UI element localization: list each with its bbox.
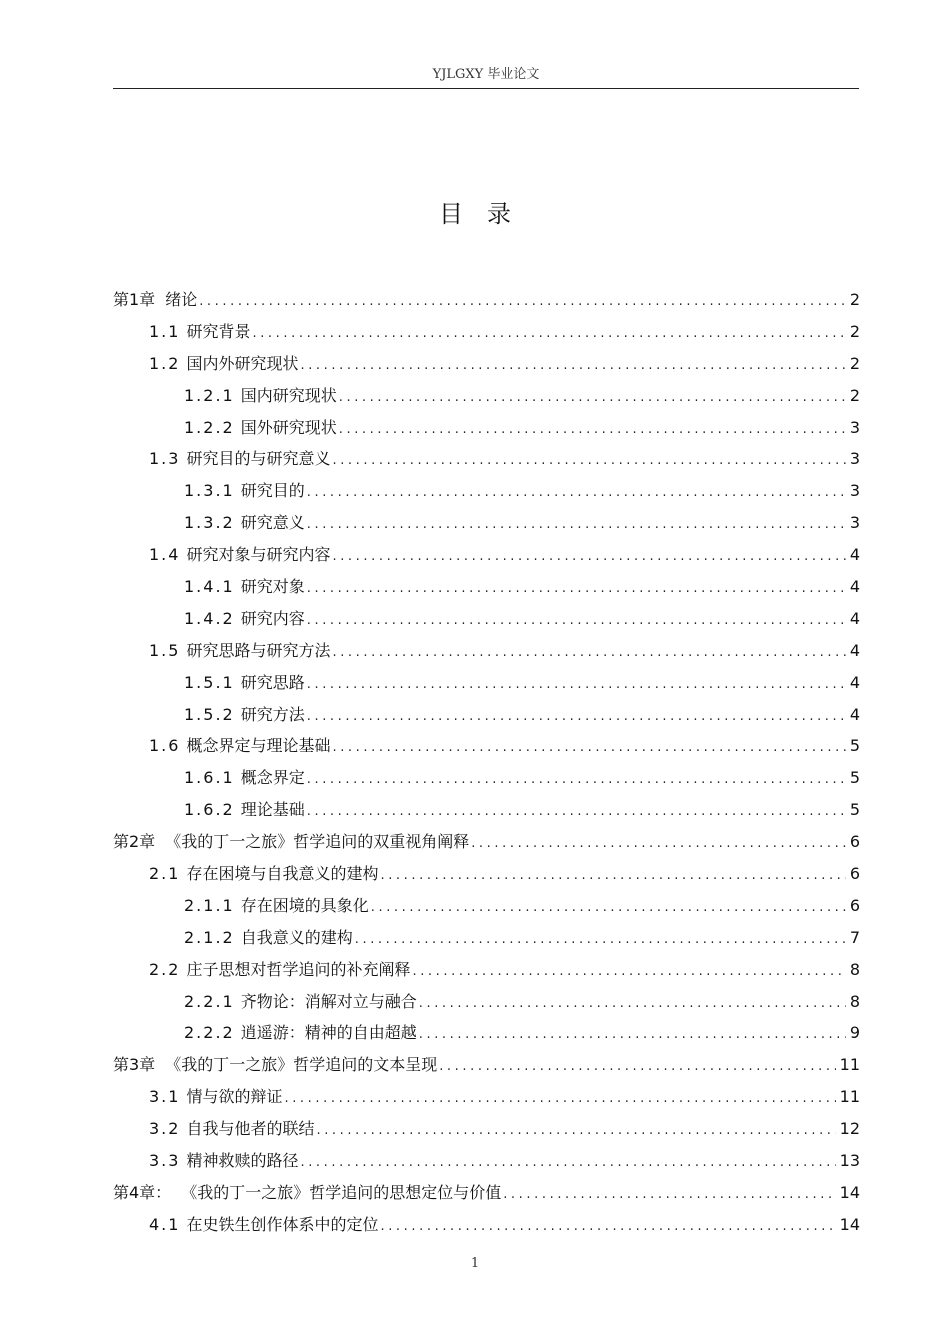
toc-entry-number: 1.5.1 — [184, 672, 235, 692]
toc-entry-title: 庄子思想对哲学追问的补充阐释 — [186, 959, 411, 979]
toc-entry-page: 8 — [849, 991, 860, 1011]
toc-entry-title: 研究思路与研究方法 — [186, 640, 331, 660]
toc-entry-title: 研究目的与研究意义 — [186, 449, 331, 469]
toc-entry[interactable] — [113, 954, 860, 986]
toc-entry-page: 4 — [849, 545, 860, 565]
toc-entry-page: 4 — [849, 640, 860, 660]
toc-entry[interactable] — [113, 380, 860, 412]
toc-entry-page: 4 — [849, 608, 860, 628]
toc-entry-number: 2.2 — [149, 959, 181, 979]
toc-entry-title: 理论基础 — [240, 800, 305, 820]
toc-entry-title: 研究对象 — [240, 577, 305, 597]
toc-entry-page: 5 — [849, 768, 860, 788]
toc-entry-page: 11 — [839, 1055, 860, 1075]
toc-entry[interactable] — [113, 1113, 860, 1145]
toc-entry[interactable] — [113, 1049, 860, 1081]
toc-entry-title: 研究意义 — [240, 513, 305, 533]
toc-dot-leader — [307, 573, 846, 605]
toc-entry[interactable] — [113, 348, 860, 380]
toc-entry-page: 7 — [849, 927, 860, 947]
toc-entry-title: 存在困境的具象化 — [240, 895, 369, 915]
toc-entry-number: 第1章 — [113, 290, 156, 309]
toc-entry-title: 存在困境与自我意义的建构 — [186, 864, 379, 884]
toc-dot-leader — [252, 318, 845, 350]
toc-entry-number: 1.4.2 — [184, 608, 235, 628]
toc-entry-page: 3 — [849, 481, 860, 501]
toc-entry-title: 在史铁生创作体系中的定位 — [186, 1214, 379, 1234]
toc-entry-number: 1.4.1 — [184, 577, 235, 597]
toc-dot-leader — [284, 1083, 835, 1115]
toc-entry[interactable] — [113, 986, 860, 1018]
toc-entry-title: 自我意义的建构 — [240, 927, 353, 947]
toc-entry-page: 5 — [849, 800, 860, 820]
toc-dot-leader — [307, 764, 846, 796]
toc-dot-leader — [307, 477, 846, 509]
toc-entry-title: 绪论 — [165, 290, 198, 309]
toc-entry-page: 3 — [849, 417, 860, 437]
toc-entry-number: 3.3 — [149, 1151, 181, 1171]
toc-entry-title: 概念界定 — [240, 768, 305, 788]
toc-entry-page: 2 — [849, 385, 860, 405]
toc-entry[interactable] — [113, 539, 860, 571]
toc-entry-number: 4.1 — [149, 1214, 181, 1234]
table-of-contents — [113, 284, 860, 1241]
toc-entry-number: 1.4 — [149, 545, 181, 565]
toc-entry-title: 逍遥游：精神的自由超越 — [240, 1023, 417, 1043]
toc-entry-page: 5 — [849, 736, 860, 756]
toc-entry-number: 1.5.2 — [184, 704, 235, 724]
toc-dot-leader — [199, 286, 846, 318]
toc-entry-title: 研究方法 — [240, 704, 305, 724]
toc-entry-number: 2.1 — [149, 864, 181, 884]
toc-dot-leader — [307, 669, 846, 701]
toc-dot-leader — [332, 445, 845, 477]
toc-entry-number: 2.1.1 — [184, 895, 235, 915]
toc-entry-number: 2.1.2 — [184, 927, 235, 947]
toc-entry-title: 概念界定与理论基础 — [186, 736, 331, 756]
toc-dot-leader — [316, 1115, 835, 1147]
page-header — [113, 66, 859, 89]
toc-dot-leader — [339, 414, 846, 446]
toc-entry-page: 13 — [839, 1151, 860, 1171]
toc-entry-number: 第2章 — [113, 832, 156, 852]
toc-dot-leader — [419, 988, 846, 1020]
toc-entry-page: 4 — [849, 672, 860, 692]
toc-entry-number: 1.3.1 — [184, 481, 235, 501]
toc-entry[interactable] — [113, 443, 860, 475]
toc-entry-title: 国外研究现状 — [240, 417, 337, 437]
toc-entry-title: 研究内容 — [240, 608, 305, 628]
toc-entry-page: 14 — [839, 1214, 860, 1234]
toc-entry[interactable] — [113, 762, 860, 794]
toc-entry[interactable] — [113, 1209, 860, 1241]
toc-entry-title: 国内研究现状 — [240, 385, 337, 405]
toc-entry-number: 第4章： — [113, 1182, 172, 1202]
toc-entry-number: 2.2.2 — [184, 1023, 235, 1043]
toc-entry-page: 9 — [849, 1023, 860, 1043]
toc-dot-leader — [380, 1211, 835, 1243]
toc-entry-title: 研究背景 — [186, 321, 251, 341]
toc-dot-leader — [307, 605, 846, 637]
toc-dot-leader — [380, 860, 845, 892]
toc-dot-leader — [339, 382, 846, 414]
toc-entry[interactable] — [113, 858, 860, 890]
toc-entry[interactable] — [113, 571, 860, 603]
toc-entry-title: 《我的丁一之旅》哲学追问的文本呈现 — [165, 1055, 438, 1075]
toc-entry-number: 1.2 — [149, 353, 181, 373]
toc-entry-page: 2 — [849, 321, 860, 341]
toc-entry-page: 12 — [839, 1119, 860, 1139]
toc-entry[interactable] — [113, 316, 860, 348]
toc-entry[interactable] — [113, 826, 860, 858]
toc-dot-leader — [471, 828, 846, 860]
toc-dot-leader — [412, 956, 845, 988]
toc-entry-title: 研究对象与研究内容 — [186, 545, 331, 565]
toc-entry-number: 1.2.1 — [184, 385, 235, 405]
toc-entry[interactable] — [113, 1177, 860, 1209]
toc-entry-number: 1.6.2 — [184, 800, 235, 820]
toc-entry-page: 6 — [849, 832, 860, 852]
toc-entry-number: 3.2 — [149, 1119, 181, 1139]
toc-entry-title: 研究思路 — [240, 672, 305, 692]
toc-entry-page: 2 — [849, 353, 860, 373]
toc-entry[interactable] — [113, 635, 860, 667]
toc-dot-leader — [503, 1179, 835, 1211]
toc-entry-number: 1.5 — [149, 640, 181, 660]
toc-entry-title: 齐物论：消解对立与融合 — [240, 991, 417, 1011]
toc-dot-leader — [300, 1147, 835, 1179]
toc-entry-number: 3.1 — [149, 1087, 181, 1107]
toc-dot-leader — [355, 924, 846, 956]
toc-entry[interactable] — [113, 794, 860, 826]
toc-dot-leader — [307, 796, 846, 828]
toc-entry[interactable] — [113, 1017, 860, 1049]
toc-dot-leader — [307, 701, 846, 733]
toc-entry-page: 6 — [849, 864, 860, 884]
toc-dot-leader — [300, 350, 845, 382]
toc-entry-number: 1.6.1 — [184, 768, 235, 788]
toc-entry-number: 1.3.2 — [184, 513, 235, 533]
toc-entry-page: 3 — [849, 513, 860, 533]
toc-entry-number: 2.2.1 — [184, 991, 235, 1011]
toc-entry-number: 1.3 — [149, 449, 181, 469]
toc-entry[interactable] — [113, 1145, 860, 1177]
toc-dot-leader — [419, 1019, 846, 1051]
toc-dot-leader — [332, 732, 845, 764]
toc-entry[interactable] — [113, 475, 860, 507]
toc-entry-title: 精神救赎的路径 — [186, 1151, 299, 1171]
toc-entry-page: 2 — [849, 290, 860, 309]
toc-entry-page: 14 — [839, 1182, 860, 1202]
toc-entry-title: 研究目的 — [240, 481, 305, 501]
toc-dot-leader — [307, 509, 846, 541]
toc-entry[interactable] — [113, 507, 860, 539]
toc-entry-number: 1.1 — [149, 321, 181, 341]
toc-entry[interactable] — [113, 667, 860, 699]
toc-entry-title: 《我的丁一之旅》哲学追问的思想定位与价值 — [181, 1182, 502, 1202]
toc-entry[interactable] — [113, 890, 860, 922]
page-title: 目录 — [439, 200, 535, 228]
toc-entry[interactable] — [113, 699, 860, 731]
toc-entry[interactable] — [113, 284, 860, 316]
toc-entry-page: 3 — [849, 449, 860, 469]
toc-dot-leader — [332, 541, 845, 573]
toc-entry[interactable] — [113, 1081, 860, 1113]
toc-entry[interactable] — [113, 412, 860, 444]
toc-entry[interactable] — [113, 603, 860, 635]
toc-entry-page: 4 — [849, 704, 860, 724]
toc-entry-number: 1.2.2 — [184, 417, 235, 437]
toc-dot-leader — [332, 637, 845, 669]
toc-entry-title: 情与欲的辩证 — [186, 1087, 283, 1107]
toc-entry[interactable] — [113, 922, 860, 954]
toc-entry-page: 4 — [849, 577, 860, 597]
toc-entry-number: 第3章 — [113, 1055, 156, 1075]
toc-entry-page: 11 — [839, 1087, 860, 1107]
toc-entry-number: 1.6 — [149, 736, 181, 756]
toc-entry-page: 8 — [849, 959, 860, 979]
header-text: YJLGXY 毕业论文 — [432, 67, 540, 82]
page-number: 1 — [470, 1256, 480, 1271]
toc-entry-page: 6 — [849, 895, 860, 915]
toc-entry[interactable] — [113, 730, 860, 762]
toc-entry-title: 国内外研究现状 — [186, 353, 299, 373]
toc-entry-title: 《我的丁一之旅》哲学追问的双重视角阐释 — [165, 832, 470, 852]
toc-dot-leader — [371, 892, 846, 924]
toc-dot-leader — [439, 1051, 835, 1083]
toc-entry-title: 自我与他者的联结 — [186, 1119, 315, 1139]
